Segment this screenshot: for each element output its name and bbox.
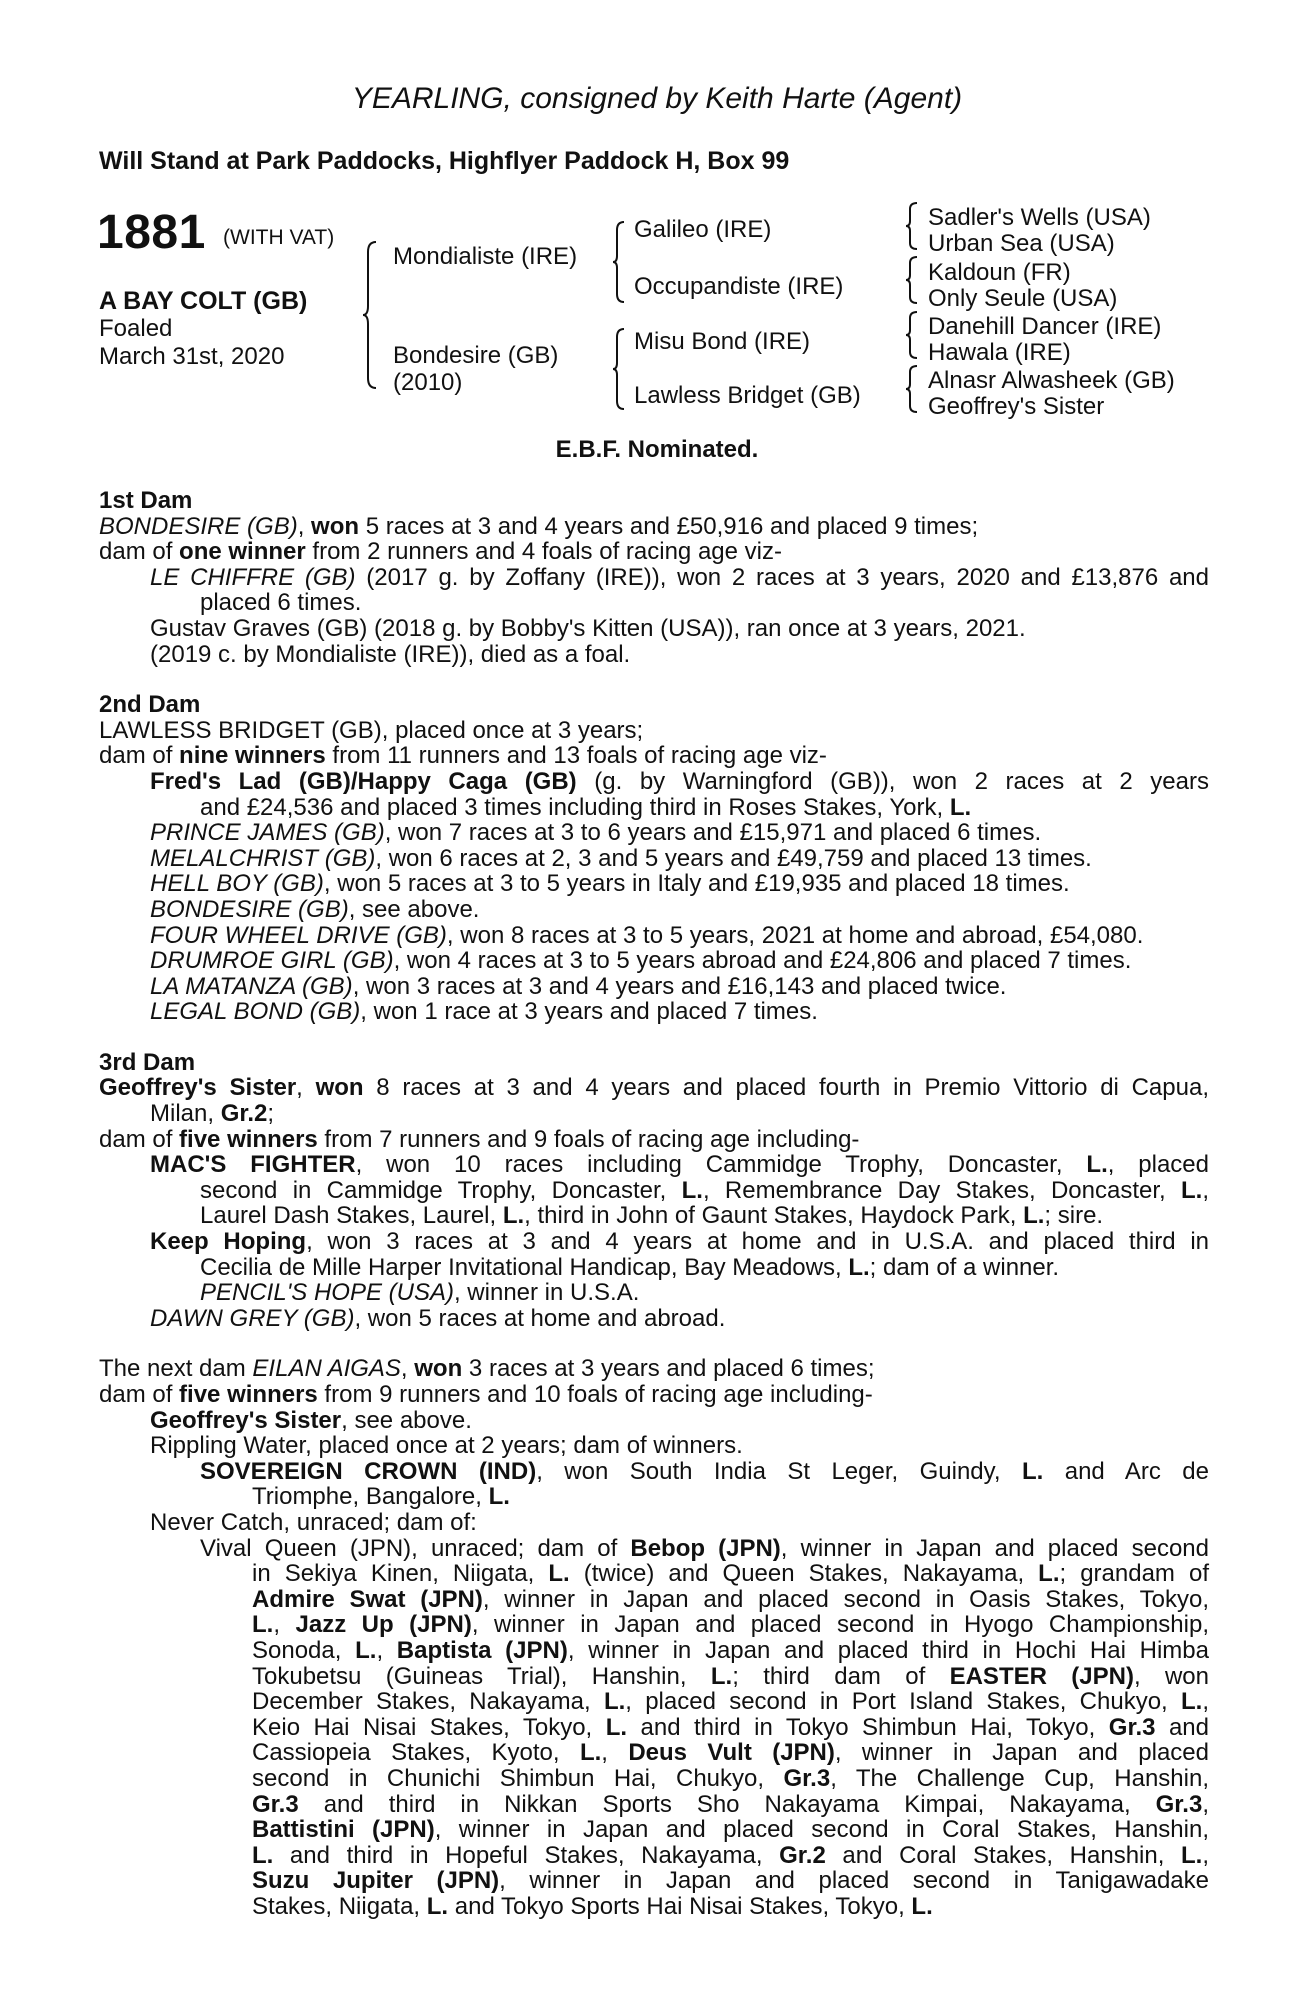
plain-text: ; sire. (1044, 1202, 1104, 1230)
record-line (99, 1587, 1209, 1613)
bold-text: L. (252, 1841, 274, 1869)
plain-text: from 2 runners and 4 foals of racing age viz- (305, 538, 782, 566)
plain-text: second in Cammidge Trophy, Doncaster, (200, 1176, 682, 1204)
first-dam-heading: 1st Dam (99, 487, 193, 514)
plain-text: second in Chunichi Shimbun Hai, Chukyo, (252, 1764, 784, 1792)
sire-sire-name: Galileo (IRE) (634, 216, 772, 243)
ggp-name: Urban Sea (USA) (928, 230, 1115, 257)
record-line (99, 795, 1209, 821)
plain-text: 3 races at 3 years and placed 6 times; (462, 1355, 875, 1383)
plain-text: , winner in Japan and placed second in Tanigawadake (499, 1867, 1209, 1895)
record-line (99, 1178, 1209, 1204)
record-line (99, 514, 1209, 540)
plain-text: and Tokyo Sports Hai Nisai Stakes, Tokyo, (448, 1892, 912, 1920)
plain-text: Sonoda, (252, 1636, 356, 1664)
first-dam-lines (99, 514, 1209, 668)
plain-text: ; dam of a winner. (869, 1253, 1060, 1281)
plain-text: placed 6 times. (200, 589, 362, 617)
bold-text: Gr.3 (1108, 1713, 1156, 1741)
record-line (99, 1843, 1209, 1869)
plain-text: , won 10 races including Cammidge Trophy, Doncaster, (355, 1151, 1087, 1179)
record-line (99, 820, 1209, 846)
bold-text: Fred's Lad (GB)/Happy Caga (GB) (150, 767, 577, 795)
plain-text: Cassiopeia Stakes, Kyoto, (252, 1739, 580, 1767)
bold-text: L. (681, 1176, 703, 1204)
italic-text: LEGAL BOND (GB) (150, 998, 361, 1026)
record-line (99, 1868, 1209, 1894)
record-line (99, 1664, 1209, 1690)
record-line (99, 1715, 1209, 1741)
record-line (99, 1408, 1209, 1434)
plain-text: and third in Tokyo Shimbun Hai, Tokyo, (627, 1713, 1109, 1741)
record-line (99, 1536, 1209, 1562)
ggp-name: Sadler's Wells (USA) (928, 204, 1151, 231)
record-line (99, 1638, 1209, 1664)
plain-text: , placed (1107, 1151, 1209, 1179)
plain-text: , winner in Japan and placed second (780, 1534, 1210, 1562)
bold-text: won (315, 1074, 364, 1102)
record-line (99, 1203, 1209, 1229)
italic-text: FOUR WHEEL DRIVE (GB) (150, 921, 447, 949)
plain-text: Keio Hai Nisai Stakes, Tokyo, (252, 1713, 606, 1741)
plain-text: , placed second in Port Island Stakes, Chukyo, (625, 1688, 1181, 1716)
italic-text: DRUMROE GIRL (GB) (150, 947, 394, 975)
record-line (99, 1382, 1209, 1408)
plain-text: and third in Nikkan Sports Sho Nakayama Kimpai, Nakayama, (298, 1790, 1156, 1818)
plain-text: 5 races at 3 and 4 years and £50,916 and placed 9 times; (359, 512, 979, 540)
plain-text: Never Catch, unraced; dam of: (150, 1508, 477, 1536)
plain-text: dam of (99, 1125, 180, 1153)
bold-text: L. (1023, 1202, 1045, 1230)
bold-text: Admire Swat (JPN) (252, 1585, 483, 1613)
bold-text: Gr.3 (1155, 1790, 1203, 1818)
sire-name: Mondialiste (IRE) (393, 243, 578, 270)
plain-text: Vival Queen (JPN), unraced; dam of (200, 1534, 631, 1562)
bold-text: L. (605, 1713, 628, 1741)
record-line (99, 1689, 1209, 1715)
record-line (99, 769, 1209, 795)
record-line (99, 1075, 1209, 1101)
bold-text: Bebop (JPN) (630, 1534, 781, 1562)
plain-text: ; third dam of (732, 1662, 950, 1690)
bold-text: L. (426, 1892, 449, 1920)
bold-text: L. (1181, 1176, 1203, 1204)
plain-text: (2019 c. by Mondialiste (IRE)), died as a foal. (150, 640, 631, 668)
bold-text: Gr.2 (779, 1841, 826, 1869)
bold-text: Gr.2 (220, 1100, 268, 1128)
bold-text: Suzu Jupiter (JPN) (252, 1867, 500, 1895)
plain-text: , won (1133, 1662, 1209, 1690)
ggp-brace-2 (905, 255, 919, 305)
foaled-info (99, 315, 284, 371)
bold-text: won (414, 1355, 463, 1383)
bold-text: L. (911, 1892, 933, 1920)
produce-record (99, 488, 1209, 1919)
plain-text: , The Challenge Cup, Hanshin, (830, 1764, 1209, 1792)
record-line (99, 1561, 1209, 1587)
italic-text: HELL BOY (GB) (150, 870, 324, 898)
third-dam-heading: 3rd Dam (99, 1048, 196, 1076)
plain-text: dam of (99, 538, 180, 566)
bold-text: L. (1181, 1841, 1203, 1869)
plain-text: , (297, 512, 312, 540)
record-line (99, 743, 1209, 769)
bold-text: L. (579, 1739, 602, 1767)
plain-text: , won 5 races at 3 to 5 years in Italy and £19,935 and placed 18 times. (323, 870, 1070, 898)
italic-text: BONDESIRE (GB) (99, 512, 298, 540)
ebf-nomination: E.B.F. Nominated. (555, 436, 759, 463)
bold-text: L. (1038, 1560, 1060, 1588)
record-line (99, 565, 1209, 591)
plain-text: Triomphe, Bangalore, (252, 1483, 489, 1511)
record-line (99, 1356, 1209, 1382)
plain-text: dam of (99, 742, 180, 770)
plain-text: , Remembrance Day Stakes, Doncaster, (702, 1176, 1181, 1204)
dam-brace (612, 327, 626, 411)
ggp-brace-4 (905, 364, 919, 414)
plain-text: and Arc de (1043, 1457, 1209, 1485)
bold-text: L. (1181, 1688, 1203, 1716)
plain-text: , won 6 races at 2, 3 and 5 years and £49,759 and placed 13 times. (375, 844, 1092, 872)
stand-location: Will Stand at Park Paddocks, Highflyer Paddock H, Box 99 (99, 147, 790, 175)
plain-text: , won 4 races at 3 to 5 years abroad and £24,806 and placed 7 times. (393, 947, 1132, 975)
dam-name: Bondesire (GB) (393, 342, 559, 369)
record-line (99, 974, 1209, 1000)
bold-text: L. (502, 1202, 525, 1230)
plain-text: Cecilia de Mille Harper Invitational Handicap, Bay Meadows, (200, 1253, 849, 1281)
bold-text: EASTER (JPN) (949, 1662, 1134, 1690)
plain-text: and Coral Stakes, Hanshin, (825, 1841, 1182, 1869)
next-dam-lines (99, 1356, 1209, 1919)
consignor-line: YEARLING, consigned by Keith Harte (Agent) (351, 82, 963, 115)
plain-text: Laurel Dash Stakes, Laurel, (200, 1202, 503, 1230)
bold-text: L. (848, 1253, 870, 1281)
vat-label: (WITH VAT) (223, 226, 335, 249)
bold-text: L. (949, 793, 972, 821)
italic-text: PENCIL'S HOPE (USA) (200, 1279, 454, 1307)
ggp-name: Hawala (IRE) (928, 339, 1071, 366)
plain-text: (g. by Warningford (GB)), won 2 races at 2 years (576, 767, 1209, 795)
record-line (99, 923, 1209, 949)
bold-text: Battistini (JPN) (252, 1816, 435, 1844)
ggp-name: Only Seule (USA) (928, 285, 1118, 312)
ggp-name: Kaldoun (FR) (928, 259, 1071, 286)
third-dam-section (99, 1050, 1209, 1332)
record-line (99, 1306, 1209, 1332)
record-line (99, 999, 1209, 1025)
record-line (99, 1766, 1209, 1792)
plain-text: and (1155, 1713, 1209, 1741)
plain-text: , see above. (341, 1406, 472, 1434)
record-line (99, 1817, 1209, 1843)
bold-text: one winner (179, 538, 306, 566)
record-line (99, 1612, 1209, 1638)
plain-text: Gustav Graves (GB) (2018 g. by Bobby's Kitten (USA)), ran once at 3 years, 2021. (150, 614, 1026, 642)
plain-text: and £24,536 and placed 3 times including third in Roses Stakes, York, (200, 793, 950, 821)
italic-text: MELALCHRIST (GB) (150, 844, 376, 872)
second-dam-section (99, 692, 1209, 1025)
italic-text: BONDESIRE (GB) (150, 895, 349, 923)
record-line (99, 1152, 1209, 1178)
horse-description: A BAY COLT (GB) (99, 287, 308, 315)
plain-text: Tokubetsu (Guineas Trial), Hanshin, (252, 1662, 711, 1690)
bold-text: Geoffrey's Sister (99, 1074, 297, 1102)
plain-text: Rippling Water, placed once at 2 years; dam of winners. (150, 1432, 743, 1460)
bold-text: L. (603, 1688, 626, 1716)
plain-text: , winner in Japan and placed second in Oasis Stakes, Tokyo, (482, 1585, 1209, 1613)
ggp-brace-3 (905, 310, 919, 360)
next-dam-section (99, 1356, 1209, 1919)
plain-text: , won 3 races at 3 and 4 years and £16,143 and placed twice. (352, 972, 1007, 1000)
plain-text: , won 8 races at 3 to 5 years, 2021 at home and abroad, £54,080. (446, 921, 1144, 949)
plain-text: , (400, 1355, 415, 1383)
record-line (99, 1484, 1209, 1510)
record-line (99, 846, 1209, 872)
bold-text: L. (488, 1483, 510, 1511)
bold-text: Gr.3 (783, 1764, 831, 1792)
foaled-label: Foaled (99, 315, 173, 342)
italic-text: LE CHIFFRE (GB) (150, 563, 356, 591)
bold-text: MAC'S FIGHTER (150, 1151, 356, 1179)
sire-brace (612, 220, 626, 304)
record-line (99, 1433, 1209, 1459)
record-line (99, 1510, 1209, 1536)
plain-text: , third in John of Gaunt Stakes, Haydock Park, (524, 1202, 1024, 1230)
plain-text: December Stakes, Nakayama, (252, 1688, 604, 1716)
italic-text: EILAN AIGAS (252, 1355, 401, 1383)
bold-text: Baptista (JPN) (396, 1636, 568, 1664)
bold-text: Jazz Up (JPN) (295, 1611, 472, 1639)
ggp-name: Danehill Dancer (IRE) (928, 313, 1162, 340)
plain-text: , winner in U.S.A. (453, 1279, 640, 1307)
second-dam-lines (99, 718, 1209, 1025)
lot-number: 1881 (97, 206, 206, 259)
plain-text: and third in Hopeful Stakes, Nakayama, (273, 1841, 780, 1869)
bold-text: five winners (179, 1125, 318, 1153)
plain-text: , winner in Japan and placed (834, 1739, 1209, 1767)
plain-text: , won 3 races at 3 and 4 years at home and in U.S.A. and placed third in (306, 1228, 1209, 1256)
record-line (99, 539, 1209, 565)
plain-text: , (601, 1739, 629, 1767)
ggp-brace-1 (905, 201, 919, 251)
plain-text: ; (267, 1100, 275, 1128)
plain-text: , winner in Japan and placed second in Hyogo Championship, (471, 1611, 1209, 1639)
plain-text: from 9 runners and 10 foals of racing age including- (317, 1381, 873, 1408)
bold-text: five winners (179, 1381, 318, 1408)
bold-text: L. (1086, 1151, 1108, 1179)
plain-text: , (1202, 1176, 1209, 1204)
plain-text: , (1202, 1841, 1210, 1869)
record-line (99, 948, 1209, 974)
bold-text: L. (710, 1662, 733, 1690)
record-line (99, 1792, 1209, 1818)
record-line (99, 616, 1209, 642)
plain-text: ; grandam of (1059, 1560, 1209, 1588)
plain-text: , (376, 1636, 397, 1664)
italic-text: LA MATANZA (GB) (150, 972, 353, 1000)
plain-text: , (1202, 1790, 1209, 1818)
dam-sire-name: Misu Bond (IRE) (634, 328, 811, 355)
plain-text: (twice) and Queen Stakes, Nakayama, (569, 1560, 1039, 1588)
record-line (99, 718, 1209, 744)
record-line (99, 897, 1209, 923)
plain-text: dam of (99, 1381, 180, 1408)
record-line (99, 590, 1209, 616)
bold-text: nine winners (179, 742, 326, 770)
record-line (99, 1740, 1209, 1766)
bold-text: Deus Vult (JPN) (628, 1739, 835, 1767)
plain-text: Stakes, Niigata, (252, 1892, 427, 1920)
record-line (99, 1255, 1209, 1281)
plain-text: from 11 runners and 13 foals of racing age viz- (325, 742, 827, 770)
bold-text: L. (355, 1636, 377, 1664)
plain-text: , (1202, 1688, 1209, 1716)
record-line (99, 1894, 1209, 1920)
sire-dam-name: Occupandiste (IRE) (634, 273, 844, 300)
plain-text: LAWLESS BRIDGET (GB), placed once at 3 years; (99, 716, 644, 744)
plain-text: , (273, 1611, 296, 1639)
dam-dam-name: Lawless Bridget (GB) (634, 382, 861, 409)
record-line (99, 1101, 1209, 1127)
bold-text: Keep Hoping (150, 1228, 307, 1256)
bold-text: SOVEREIGN CROWN (IND) (200, 1457, 537, 1485)
plain-text: (2017 g. by Zoffany (IRE)), won 2 races at 3 years, 2020 and £13,876 and (355, 563, 1210, 591)
bold-text: won (311, 512, 360, 540)
second-dam-heading: 2nd Dam (99, 691, 201, 719)
italic-text: DAWN GREY (GB) (150, 1304, 355, 1332)
record-line (99, 1280, 1209, 1306)
record-line (99, 1127, 1209, 1153)
plain-text: , winner in Japan and placed third in Hochi Hai Himba (567, 1636, 1209, 1664)
plain-text: in Sekiya Kinen, Niigata, (252, 1560, 549, 1588)
plain-text: , see above. (348, 895, 480, 923)
plain-text: , won 1 race at 3 years and placed 7 times. (360, 998, 818, 1026)
plain-text: , won 5 races at home and abroad. (354, 1304, 726, 1332)
ggp-name: Alnasr Alwasheek (GB) (928, 367, 1175, 394)
record-line (99, 642, 1209, 668)
plain-text: Milan, (150, 1100, 221, 1128)
plain-text: The next dam (99, 1355, 253, 1383)
bold-text: L. (1021, 1457, 1044, 1485)
bold-text: L. (252, 1611, 274, 1639)
plain-text: from 7 runners and 9 foals of racing age including- (317, 1125, 860, 1153)
bold-text: L. (548, 1560, 570, 1588)
plain-text: , (296, 1074, 316, 1102)
sire-dam-brace (362, 240, 378, 390)
plain-text: , won South India St Leger, Guindy, (536, 1457, 1022, 1485)
italic-text: PRINCE JAMES (GB) (150, 819, 385, 847)
plain-text: , won 7 races at 3 to 6 years and £15,971 and placed 6 times. (384, 819, 1042, 847)
dam-year: (2010) (393, 369, 463, 396)
ggp-name: Geoffrey's Sister (928, 393, 1105, 420)
bold-text: Gr.3 (252, 1790, 299, 1818)
foaled-date: March 31st, 2020 (99, 343, 285, 370)
plain-text: , winner in Japan and placed second in Coral Stakes, Hanshin, (434, 1816, 1209, 1844)
record-line (99, 1459, 1209, 1485)
third-dam-lines (99, 1075, 1209, 1331)
first-dam-section (99, 488, 1209, 667)
bold-text: Geoffrey's Sister (150, 1406, 342, 1434)
record-line (99, 871, 1209, 897)
record-line (99, 1229, 1209, 1255)
plain-text: 8 races at 3 and 4 years and placed fourth in Premio Vittorio di Capua, (363, 1074, 1209, 1102)
